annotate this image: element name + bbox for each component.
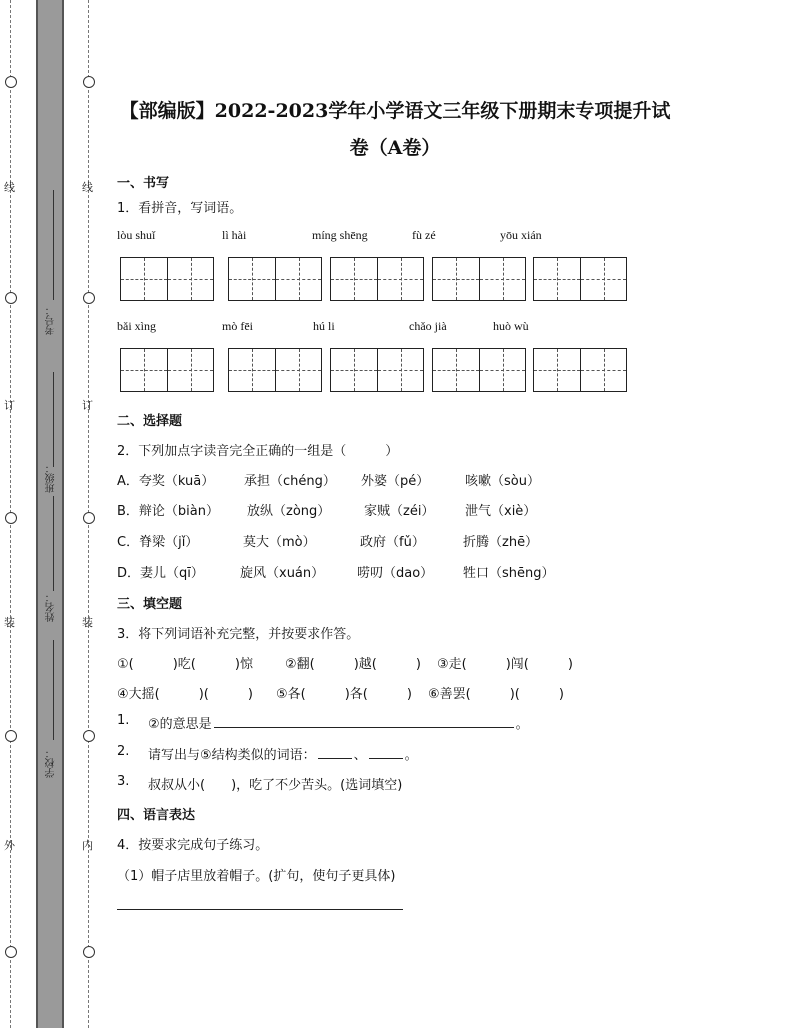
answer-blank[interactable] [369, 757, 403, 759]
sub-question-1: （1）帽子店里放着帽子。(扩句，使句子更具体) [117, 869, 396, 884]
margin-char-inner: 装 [82, 616, 93, 629]
question-stem: 2．下列加点字读音完全正确的一组是（ ） [117, 444, 399, 459]
writing-grid[interactable] [432, 257, 526, 301]
binding-strip [36, 0, 64, 1028]
page-title: 【部编版】2022-2023学年小学语文三年级下册期末专项提升试 [119, 100, 671, 122]
option-a-item: 咳嗽（sòu） [465, 474, 540, 489]
ring-icon [83, 76, 95, 88]
sub-question-number: 2. [117, 744, 130, 759]
pinyin-label: hú li [313, 319, 335, 333]
option-a-item[interactable]: A．夸奖（kuā） [117, 474, 215, 489]
answer-blank[interactable] [318, 757, 352, 759]
ring-icon [83, 730, 95, 742]
ring-icon [5, 946, 17, 958]
option-a-item: 承担（chéng） [244, 474, 336, 489]
sub-question-text: ②的意思是 [148, 717, 212, 732]
writing-grid[interactable] [533, 348, 627, 392]
section-heading: 二、选择题 [117, 414, 183, 429]
school-label: 学校： [46, 748, 57, 778]
pinyin-label: huò wù [493, 319, 529, 333]
exam-number-label: 考号： [46, 305, 57, 335]
name-blank[interactable] [53, 496, 54, 591]
class-blank[interactable] [53, 372, 54, 467]
sub-question-end: 。 [515, 717, 529, 732]
option-a-item: 外婆（pé） [361, 474, 430, 489]
pinyin-label: chǎo jià [409, 319, 447, 333]
idiom-fill-blank[interactable]: ⑥善罢( )( ) [428, 687, 564, 702]
sub-question-sep: 、 [353, 748, 367, 763]
margin-char-inner: 线 [82, 181, 93, 194]
question-stem: 3．将下列词语补充完整，并按要求作答。 [117, 627, 360, 642]
option-b-item: 家贼（zéi） [364, 504, 435, 519]
answer-line[interactable] [117, 909, 403, 910]
sub-question-number: 3. [117, 774, 130, 789]
sub-question-3: 叔叔从小( )，吃了不少苦头。(选词填空) [148, 778, 403, 793]
sub-question-2 [148, 744, 418, 763]
pinyin-label: lòu shuǐ [117, 228, 156, 242]
class-label: 班级： [46, 463, 57, 493]
pinyin-label: mò fēi [222, 319, 253, 333]
idiom-fill-blank[interactable]: ③走( )闯( ) [437, 657, 573, 672]
ring-icon [83, 512, 95, 524]
writing-grid[interactable] [228, 257, 322, 301]
margin-char-inner: 内 [82, 839, 93, 852]
exam-number-blank[interactable] [53, 190, 54, 300]
ring-icon [5, 76, 17, 88]
idiom-fill-blank[interactable]: ⑤各( )各( ) [276, 687, 412, 702]
writing-grid[interactable] [330, 348, 424, 392]
sub-question-end: 。 [404, 748, 418, 763]
pinyin-label: yōu xián [500, 228, 542, 242]
school-blank[interactable] [53, 640, 54, 740]
question-stem: 1．看拼音，写词语。 [117, 201, 243, 216]
option-c-item[interactable]: C．脊梁（jǐ） [117, 535, 199, 550]
option-b-item: 泄气（xiè） [465, 504, 537, 519]
option-b-item: 放纵（zòng） [247, 504, 331, 519]
section-heading: 三、填空题 [117, 597, 183, 612]
pinyin-label: míng shēng [312, 228, 368, 242]
idiom-fill-blank[interactable]: ②翻( )越( ) [285, 657, 421, 672]
sub-question-text: 请写出与⑤结构类似的词语： [148, 748, 316, 763]
writing-grid[interactable] [120, 257, 214, 301]
ring-icon [5, 730, 17, 742]
margin-char-outer: 线 [4, 181, 15, 194]
answer-blank[interactable] [214, 726, 514, 728]
margin-char-outer: 装 [4, 616, 15, 629]
ring-icon [5, 512, 17, 524]
writing-grid[interactable] [228, 348, 322, 392]
option-c-item: 折腾（zhē） [463, 535, 539, 550]
option-b-item[interactable]: B．辩论（biàn） [117, 504, 219, 519]
pinyin-label: lì hài [222, 228, 247, 242]
sub-question-1 [148, 713, 529, 732]
margin-char-outer: 订 [4, 399, 15, 412]
sub-question-number: 1. [117, 713, 130, 728]
pinyin-label: bǎi xìng [117, 319, 156, 333]
writing-grid[interactable] [533, 257, 627, 301]
option-d-item: 唠叨（dao） [357, 566, 434, 581]
option-c-item: 政府（fǔ） [360, 535, 425, 550]
option-d-item: 牲口（shēng） [463, 566, 555, 581]
name-label: 姓名： [46, 592, 57, 622]
writing-grid[interactable] [432, 348, 526, 392]
ring-icon [83, 946, 95, 958]
page-title-cont: 卷（A卷） [349, 137, 441, 159]
pinyin-label: fù zé [412, 228, 436, 242]
section-heading: 四、语言表达 [117, 808, 196, 823]
option-d-item: 旋风（xuán） [240, 566, 325, 581]
ring-icon [5, 292, 17, 304]
option-d-item[interactable]: D．妻儿（qī） [117, 566, 204, 581]
idiom-fill-blank[interactable]: ①( )吃( )惊 [117, 657, 253, 672]
writing-grid[interactable] [120, 348, 214, 392]
question-stem: 4．按要求完成句子练习。 [117, 838, 269, 853]
margin-char-inner: 订 [82, 399, 93, 412]
section-heading: 一、书写 [117, 176, 170, 191]
writing-grid[interactable] [330, 257, 424, 301]
margin-char-outer: 外 [4, 839, 15, 852]
ring-icon [83, 292, 95, 304]
idiom-fill-blank[interactable]: ④大摇( )( ) [117, 687, 253, 702]
option-c-item: 莫大（mò） [243, 535, 316, 550]
